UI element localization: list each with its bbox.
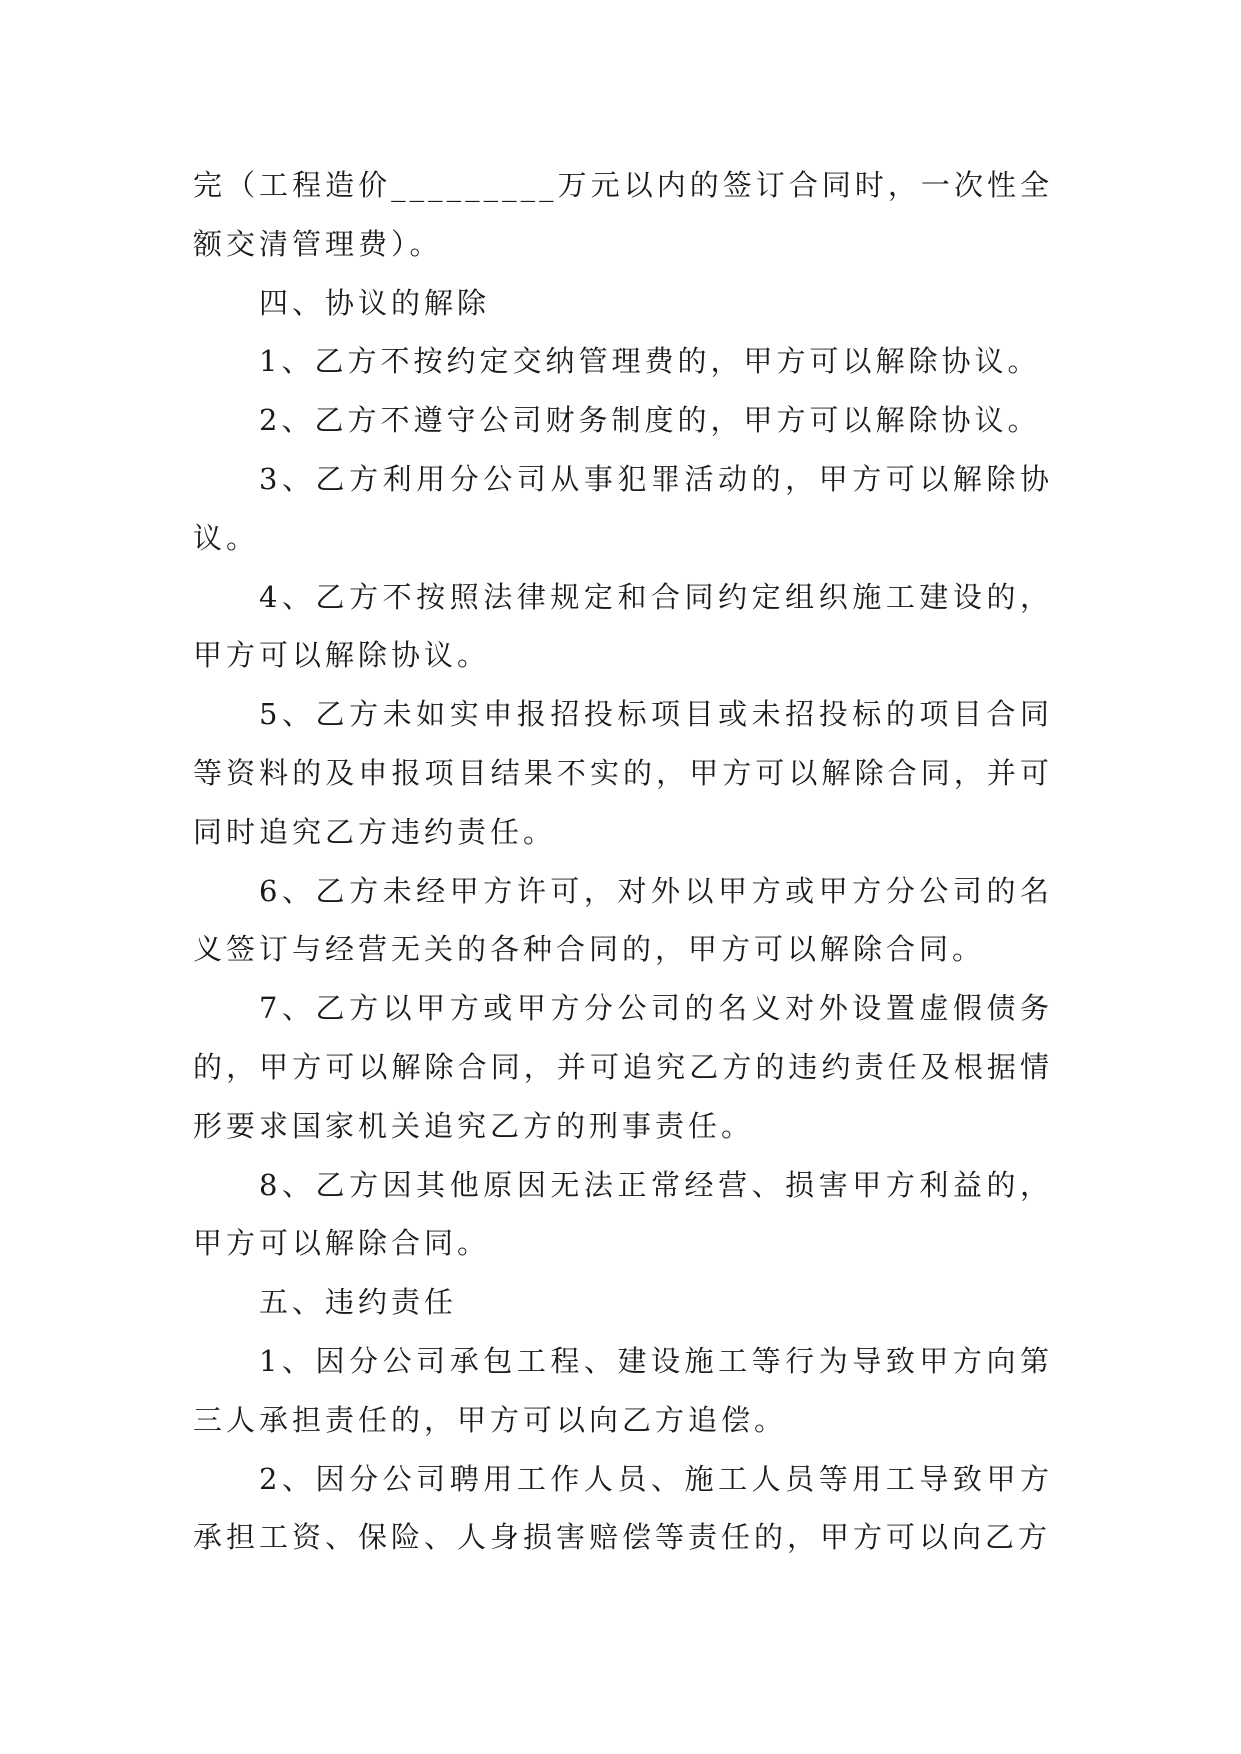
termination-item-1: 1、乙方不按约定交纳管理费的，甲方可以解除协议。 <box>259 344 1041 379</box>
paragraph-fee-clause-continuation: 完（工程造价_________万元以内的签订合同时，一次性全额交清管理费）。 <box>193 168 1053 261</box>
termination-item-7: 7、乙方以甲方或甲方分公司的名义对外设置虚假债务的，甲方可以解除合同，并可追究乙方的违约责任及根据情形要求国家机关追究乙方的刑事责任。 <box>193 991 1053 1143</box>
termination-item-5: 5、乙方未如实申报招投标项目或未招投标的项目合同等资料的及申报项目结果不实的，甲方可以解除合同，并可同时追究乙方违约责任。 <box>193 697 1053 849</box>
liability-item-2: 2、因分公司聘用工作人员、施工人员等用工导致甲方承担工资、保险、人身损害赔偿等责任的，甲方可以向乙方 <box>193 1461 1053 1555</box>
section-heading-termination: 四、协议的解除 <box>259 285 491 320</box>
termination-item-8: 8、乙方因其他原因无法正常经营、损害甲方利益的，甲方可以解除合同。 <box>193 1167 1053 1261</box>
document-body <box>193 156 1053 1567</box>
termination-item-4: 4、乙方不按照法律规定和合同约定组织施工建设的，甲方可以解除协议。 <box>193 579 1053 673</box>
termination-item-6: 6、乙方未经甲方许可，对外以甲方或甲方分公司的名义签订与经营无关的各种合同的，甲方可以解除合同。 <box>193 873 1053 967</box>
section-heading-liability: 五、违约责任 <box>259 1285 458 1320</box>
termination-item-3: 3、乙方利用分公司从事犯罪活动的，甲方可以解除协议。 <box>193 461 1053 555</box>
termination-item-2: 2、乙方不遵守公司财务制度的，甲方可以解除协议。 <box>259 403 1041 438</box>
liability-item-1: 1、因分公司承包工程、建设施工等行为导致甲方向第三人承担责任的，甲方可以向乙方追偿。 <box>193 1343 1053 1437</box>
